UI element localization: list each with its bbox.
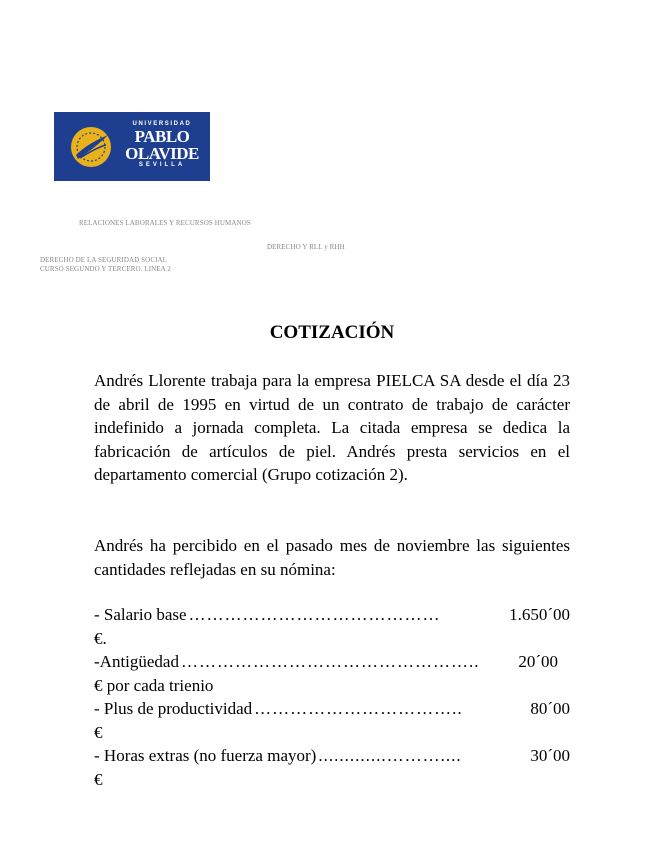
item-amount: 30´00 — [530, 746, 570, 765]
list-item — [94, 650, 570, 697]
list-item — [94, 697, 570, 744]
paragraph-2: Andrés ha percibido en el pasado mes de noviembre las siguientes cantidades reflejadas en su nómina: — [94, 536, 570, 579]
header-course-title: DERECHO DE LA SEGURIDAD SOCIAL — [40, 256, 168, 264]
item-leader-dots: …………………………………… — [188, 605, 441, 624]
item-leader-dots: …………………………….. — [254, 699, 463, 718]
item-label: - Horas extras (no fuerza mayor) — [94, 746, 317, 765]
university-logo — [54, 112, 210, 181]
logo-line-sevilla: SEVILLA — [138, 162, 186, 168]
item-leader-dots: .............……….... — [318, 746, 462, 765]
item-unit: € por cada trienio — [94, 675, 214, 695]
header-course-year: CURSO SEGUNDO Y TERCERO. LINEA 2 — [40, 265, 171, 273]
item-amount: 80´00 — [530, 699, 570, 718]
header-department: RELACIONES LABORALES Y RECURSOS HUMANOS — [79, 219, 251, 227]
logo-line-pablo: PABLO — [134, 127, 190, 146]
item-amount: 1.650´00 — [509, 605, 570, 624]
item-unit: € — [94, 769, 103, 789]
item-label: -Antigüedad — [94, 652, 179, 671]
document-title: COTIZACIÓN — [269, 322, 395, 343]
logo-wordmark — [120, 121, 204, 168]
logo-line-olavide: OLAVIDE — [125, 144, 199, 163]
list-item — [94, 744, 570, 791]
header-course — [40, 256, 171, 274]
olavide-emblem-icon — [68, 125, 114, 169]
item-label: - Plus de productividad — [94, 699, 253, 718]
logo-line-university: UNIVERSIDAD — [132, 121, 192, 127]
salary-items-list — [94, 603, 570, 791]
item-amount: 20´00 — [518, 652, 558, 671]
header-subject: DERECHO Y RLL y RHH — [267, 243, 345, 251]
list-item — [94, 603, 570, 650]
paragraph-1: Andrés Llorente trabaja para la empresa PIELCA SA desde el día 23 de abril de 1995 en virtud de un contrato de trabajo de carácter indefinido a jornada completa. La citada empresa se dedica la fabricación de artículos de piel. Andrés presta servicios en el departamento comercial (Grupo cotización 2). — [94, 371, 570, 484]
item-leader-dots: ………………………………………….. — [180, 652, 480, 671]
item-unit: €. — [94, 628, 107, 648]
item-label: - Salario base — [94, 605, 187, 624]
item-unit: € — [94, 722, 103, 742]
